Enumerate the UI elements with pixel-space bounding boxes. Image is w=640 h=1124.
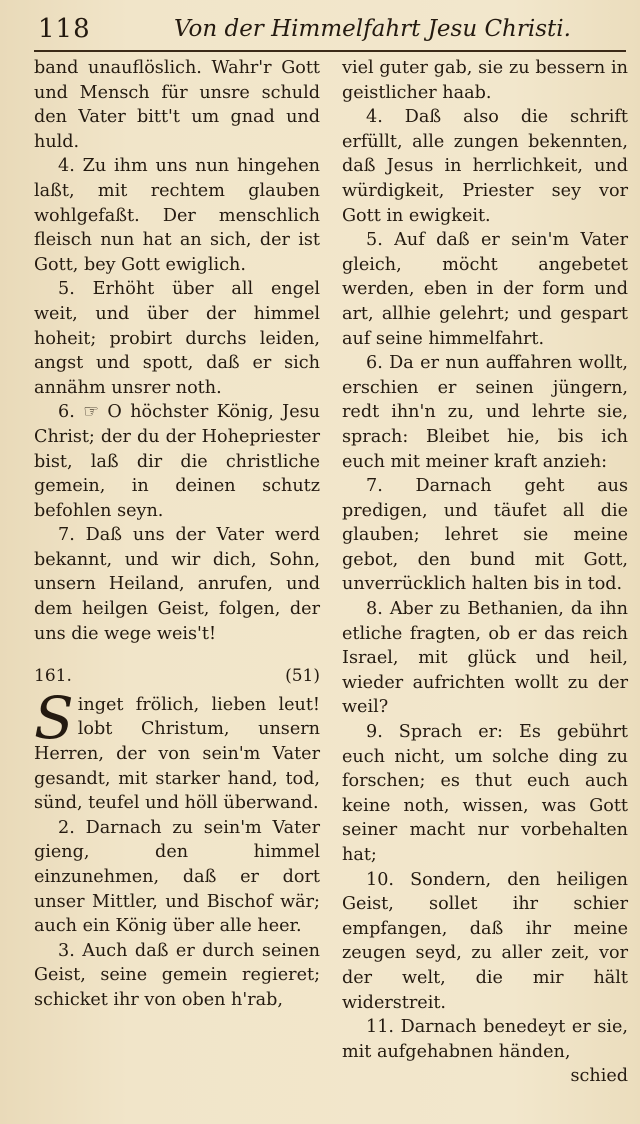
hymn-first-stanza [34,683,320,816]
melody-reference: (51) [285,666,320,687]
left-column [34,56,320,1013]
paragraph: 10. Sondern, den heiligen Geist, sollet ihr schier empfangen, daß ihr meine zeugen seyd, zu aller zeit, vor der welt, die mir hält widerstreit. [342,869,628,1013]
paragraph: 5. Erhöht über all engel weit, und über der himmel hoheit; probirt durchs leiden, angst und spott, daß er sich annähm unsrer noth. [34,279,320,398]
stanza: 3. Auch daß er durch seinen Geist, seine gemein regieret; schicket ihr von oben h'rab, [34,940,320,1010]
hymn-number: 161. [34,666,72,687]
paragraph: 4. Zu ihm uns nun hingehen laßt, mit rechtem glauben wohlgefaßt. Der menschlich fleisch nun hat an sich, der ist Gott, bey Gott ewiglich. [34,156,320,275]
paragraph: 7. Daß uns der Vater werd bekannt, und wir dich, Sohn, unsern Heiland, anrufen, und dem heilgen Geist, folgen, der uns die wege weis't! [34,525,320,644]
running-title: Von der Himmelfahrt Jesu Christi. [174,16,571,42]
paragraph: 9. Sprach er: Es gebührt euch nicht, um solche ding zu forschen; es thut euch auch keine noth, wissen, was Gott seiner macht nur vorbehalten hat; [342,722,628,865]
stanza: 2. Darnach zu sein'm Vater gieng, den himmel einzunehmen, daß er dort unser Mittler, und Bischof wär; auch ein König über alle heer. [34,817,320,937]
header-rule [34,50,626,52]
page-header [34,6,624,46]
right-column [342,56,628,1089]
paragraph: 6. ☞ O höchster König, Jesu Christ; der du der Hohepriester bist, laß dir die christliche gemein, in deinen schutz befohlen seyn. [34,402,320,521]
drop-cap: S [34,683,74,752]
paragraph: viel guter gab, sie zu bessern in geistlicher haab. [342,58,628,103]
paragraph: 5. Auf daß er sein'm Vater gleich, möcht angebetet werden, eben in der form und art, allhie gelehrt; und gespart auf seine himmelfahrt. [342,230,628,349]
first-stanza-text: inget frölich, lieben leut! lobt Christum, unsern Herren, der von sein'm Vater gesandt, mit starker hand, tod, sünd, teufel und höll überwand. [34,694,320,814]
paragraph: 7. Darnach geht aus predigen, und täufet all die glauben; lehret sie meine gebot, den bund mit Gott, unverrücklich halten bis in tod. [342,476,628,595]
paragraph: 8. Aber zu Bethanien, da ihn etliche fragten, ob er das reich Israel, mit glück und heil, wieder aufrichten wollt zu der weil? [342,599,628,718]
page-number: 118 [38,14,91,44]
paragraph: 6. Da er nun auffahren wollt, erschien er seinen jüngern, redt ihn'n zu, und lehrte sie, sprach: Bleibet hie, bis ich euch mit meiner kraft anzieh: [342,353,628,472]
catchword: schied [570,1066,628,1087]
paragraph: band unauflöslich. Wahr'r Gott und Mensch für unsre schuld den Vater bitt't um gnad und huld. [34,58,320,152]
hymn-heading [34,664,320,689]
paragraph: 11. Darnach benedeyt er sie, mit aufgehabnen händen, [342,1017,628,1062]
paragraph: 4. Daß also die schrift erfüllt, alle zungen bekennten, daß Jesus in herrlichkeit, und würdigkeit, Priester sey vor Gott in ewigkeit. [342,107,628,226]
